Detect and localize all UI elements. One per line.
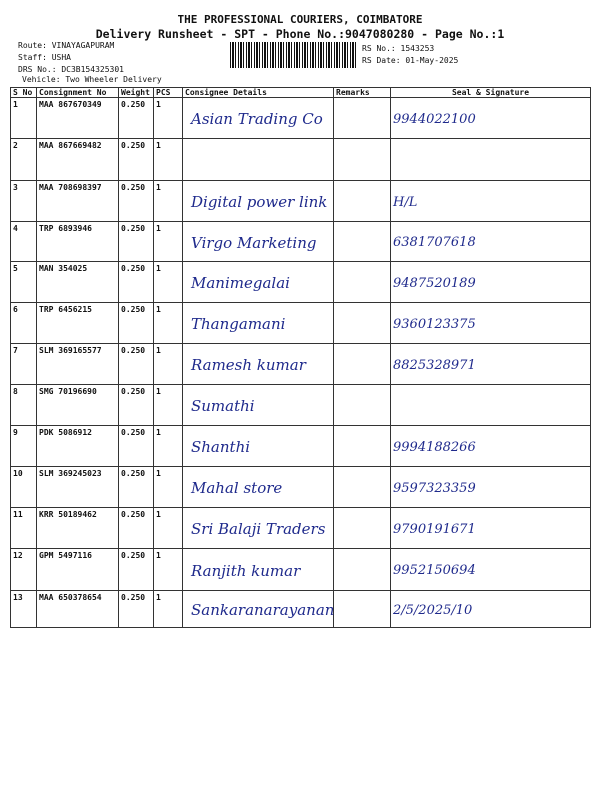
table-row (11, 222, 591, 262)
cell-remarks (334, 139, 391, 181)
table-row (11, 385, 591, 426)
cell-consignment-no: TRP 6893946 (37, 222, 119, 262)
rs-number: RS No.: 1543253 (362, 44, 435, 53)
cell-weight: 0.250 (119, 262, 154, 303)
cell-weight: 0.250 (119, 303, 154, 344)
cell-consignment-no: GPM 5497116 (37, 549, 119, 591)
cell-consignment-no: PDK 5086912 (37, 426, 119, 467)
col-header-seal: Seal & Signature (391, 88, 591, 98)
cell-consignee: Shanthi (183, 426, 334, 467)
cell-sno: 8 (11, 385, 37, 426)
col-header-pcs: PCS (154, 88, 183, 98)
cell-consignee: Mahal store (183, 467, 334, 508)
col-header-consignment: Consignment No (37, 88, 119, 98)
cell-consignee: Thangamani (183, 303, 334, 344)
table-row (11, 181, 591, 222)
cell-pcs: 1 (154, 303, 183, 344)
cell-pcs: 1 (154, 591, 183, 628)
cell-remarks (334, 426, 391, 467)
cell-sno: 9 (11, 426, 37, 467)
cell-remarks (334, 344, 391, 385)
cell-sno: 11 (11, 508, 37, 549)
cell-sno: 1 (11, 98, 37, 139)
table-row (11, 591, 591, 628)
cell-consignment-no: SMG 70196690 (37, 385, 119, 426)
cell-pcs: 1 (154, 344, 183, 385)
drs-number: DRS No.: DC3B154325301 (18, 65, 124, 74)
runsheet-table (10, 87, 591, 628)
table-row (11, 262, 591, 303)
cell-consignee (183, 139, 334, 181)
cell-seal-signature: 9360123375 (391, 303, 591, 344)
cell-remarks (334, 467, 391, 508)
table-row (11, 98, 591, 139)
cell-remarks (334, 591, 391, 628)
cell-pcs: 1 (154, 262, 183, 303)
cell-seal-signature: 9487520189 (391, 262, 591, 303)
col-header-sno: S No (11, 88, 37, 98)
cell-consignee: Ramesh kumar (183, 344, 334, 385)
cell-consignee: Sumathi (183, 385, 334, 426)
cell-sno: 12 (11, 549, 37, 591)
cell-weight: 0.250 (119, 426, 154, 467)
cell-seal-signature: 9597323359 (391, 467, 591, 508)
cell-weight: 0.250 (119, 181, 154, 222)
cell-seal-signature: 2/5/2025/10 (391, 591, 591, 628)
rs-date: RS Date: 01-May-2025 (362, 56, 459, 65)
cell-seal-signature: H/L (391, 181, 591, 222)
cell-consignment-no: MAA 708698397 (37, 181, 119, 222)
table-row (11, 467, 591, 508)
cell-weight: 0.250 (119, 344, 154, 385)
cell-seal-signature: 6381707618 (391, 222, 591, 262)
cell-consignment-no: MAA 867670349 (37, 98, 119, 139)
cell-sno: 6 (11, 303, 37, 344)
cell-remarks (334, 222, 391, 262)
cell-weight: 0.250 (119, 549, 154, 591)
cell-pcs: 1 (154, 98, 183, 139)
cell-consignment-no: SLM 369165577 (37, 344, 119, 385)
cell-sno: 3 (11, 181, 37, 222)
cell-seal-signature: 9944022100 (391, 98, 591, 139)
cell-weight: 0.250 (119, 385, 154, 426)
cell-seal-signature: 9790191671 (391, 508, 591, 549)
cell-remarks (334, 303, 391, 344)
cell-weight: 0.250 (119, 222, 154, 262)
cell-sno: 5 (11, 262, 37, 303)
cell-weight: 0.250 (119, 508, 154, 549)
table-row (11, 344, 591, 385)
cell-remarks (334, 508, 391, 549)
table-row (11, 139, 591, 181)
cell-seal-signature: 9952150694 (391, 549, 591, 591)
cell-remarks (334, 262, 391, 303)
cell-consignee: Asian Trading Co (183, 98, 334, 139)
cell-sno: 13 (11, 591, 37, 628)
cell-pcs: 1 (154, 549, 183, 591)
cell-sno: 4 (11, 222, 37, 262)
cell-weight: 0.250 (119, 139, 154, 181)
cell-pcs: 1 (154, 181, 183, 222)
cell-remarks (334, 385, 391, 426)
cell-consignment-no: MAA 650378654 (37, 591, 119, 628)
cell-consignment-no: MAN 354025 (37, 262, 119, 303)
runsheet-subtitle: Delivery Runsheet - SPT - Phone No.:9047080280 - Page No.:1 (95, 27, 505, 41)
cell-remarks (334, 98, 391, 139)
table-header-row (11, 88, 591, 98)
cell-sno: 7 (11, 344, 37, 385)
cell-seal-signature (391, 139, 591, 181)
cell-consignee: Ranjith kumar (183, 549, 334, 591)
cell-consignment-no: MAA 867669482 (37, 139, 119, 181)
table-row (11, 549, 591, 591)
cell-consignee: Sri Balaji Traders (183, 508, 334, 549)
cell-consignee: Manimegalai (183, 262, 334, 303)
cell-pcs: 1 (154, 426, 183, 467)
table-row (11, 426, 591, 467)
cell-sno: 2 (11, 139, 37, 181)
cell-seal-signature (391, 385, 591, 426)
cell-weight: 0.250 (119, 98, 154, 139)
cell-remarks (334, 181, 391, 222)
route-label: Route: VINAYAGAPURAM (18, 41, 115, 50)
cell-pcs: 1 (154, 508, 183, 549)
vehicle-label: Vehicle: Two Wheeler Delivery (22, 75, 162, 84)
cell-consignee: Sankaranarayanan (183, 591, 334, 628)
cell-consignment-no: TRP 6456215 (37, 303, 119, 344)
cell-consignee: Digital power link (183, 181, 334, 222)
cell-sno: 10 (11, 467, 37, 508)
table-row (11, 303, 591, 344)
table-row (11, 508, 591, 549)
cell-pcs: 1 (154, 222, 183, 262)
staff-label: Staff: USHA (18, 53, 71, 62)
cell-pcs: 1 (154, 467, 183, 508)
col-header-remarks: Remarks (334, 88, 391, 98)
cell-pcs: 1 (154, 139, 183, 181)
barcode-image (230, 42, 356, 68)
cell-pcs: 1 (154, 385, 183, 426)
cell-consignment-no: SLM 369245023 (37, 467, 119, 508)
col-header-weight: Weight (119, 88, 154, 98)
col-header-consignee: Consignee Details (183, 88, 334, 98)
cell-seal-signature: 8825328971 (391, 344, 591, 385)
cell-remarks (334, 549, 391, 591)
cell-consignment-no: KRR 50189462 (37, 508, 119, 549)
cell-weight: 0.250 (119, 591, 154, 628)
cell-seal-signature: 9994188266 (391, 426, 591, 467)
company-title: THE PROFESSIONAL COURIERS, COIMBATORE (177, 13, 423, 26)
cell-consignee: Virgo Marketing (183, 222, 334, 262)
cell-weight: 0.250 (119, 467, 154, 508)
